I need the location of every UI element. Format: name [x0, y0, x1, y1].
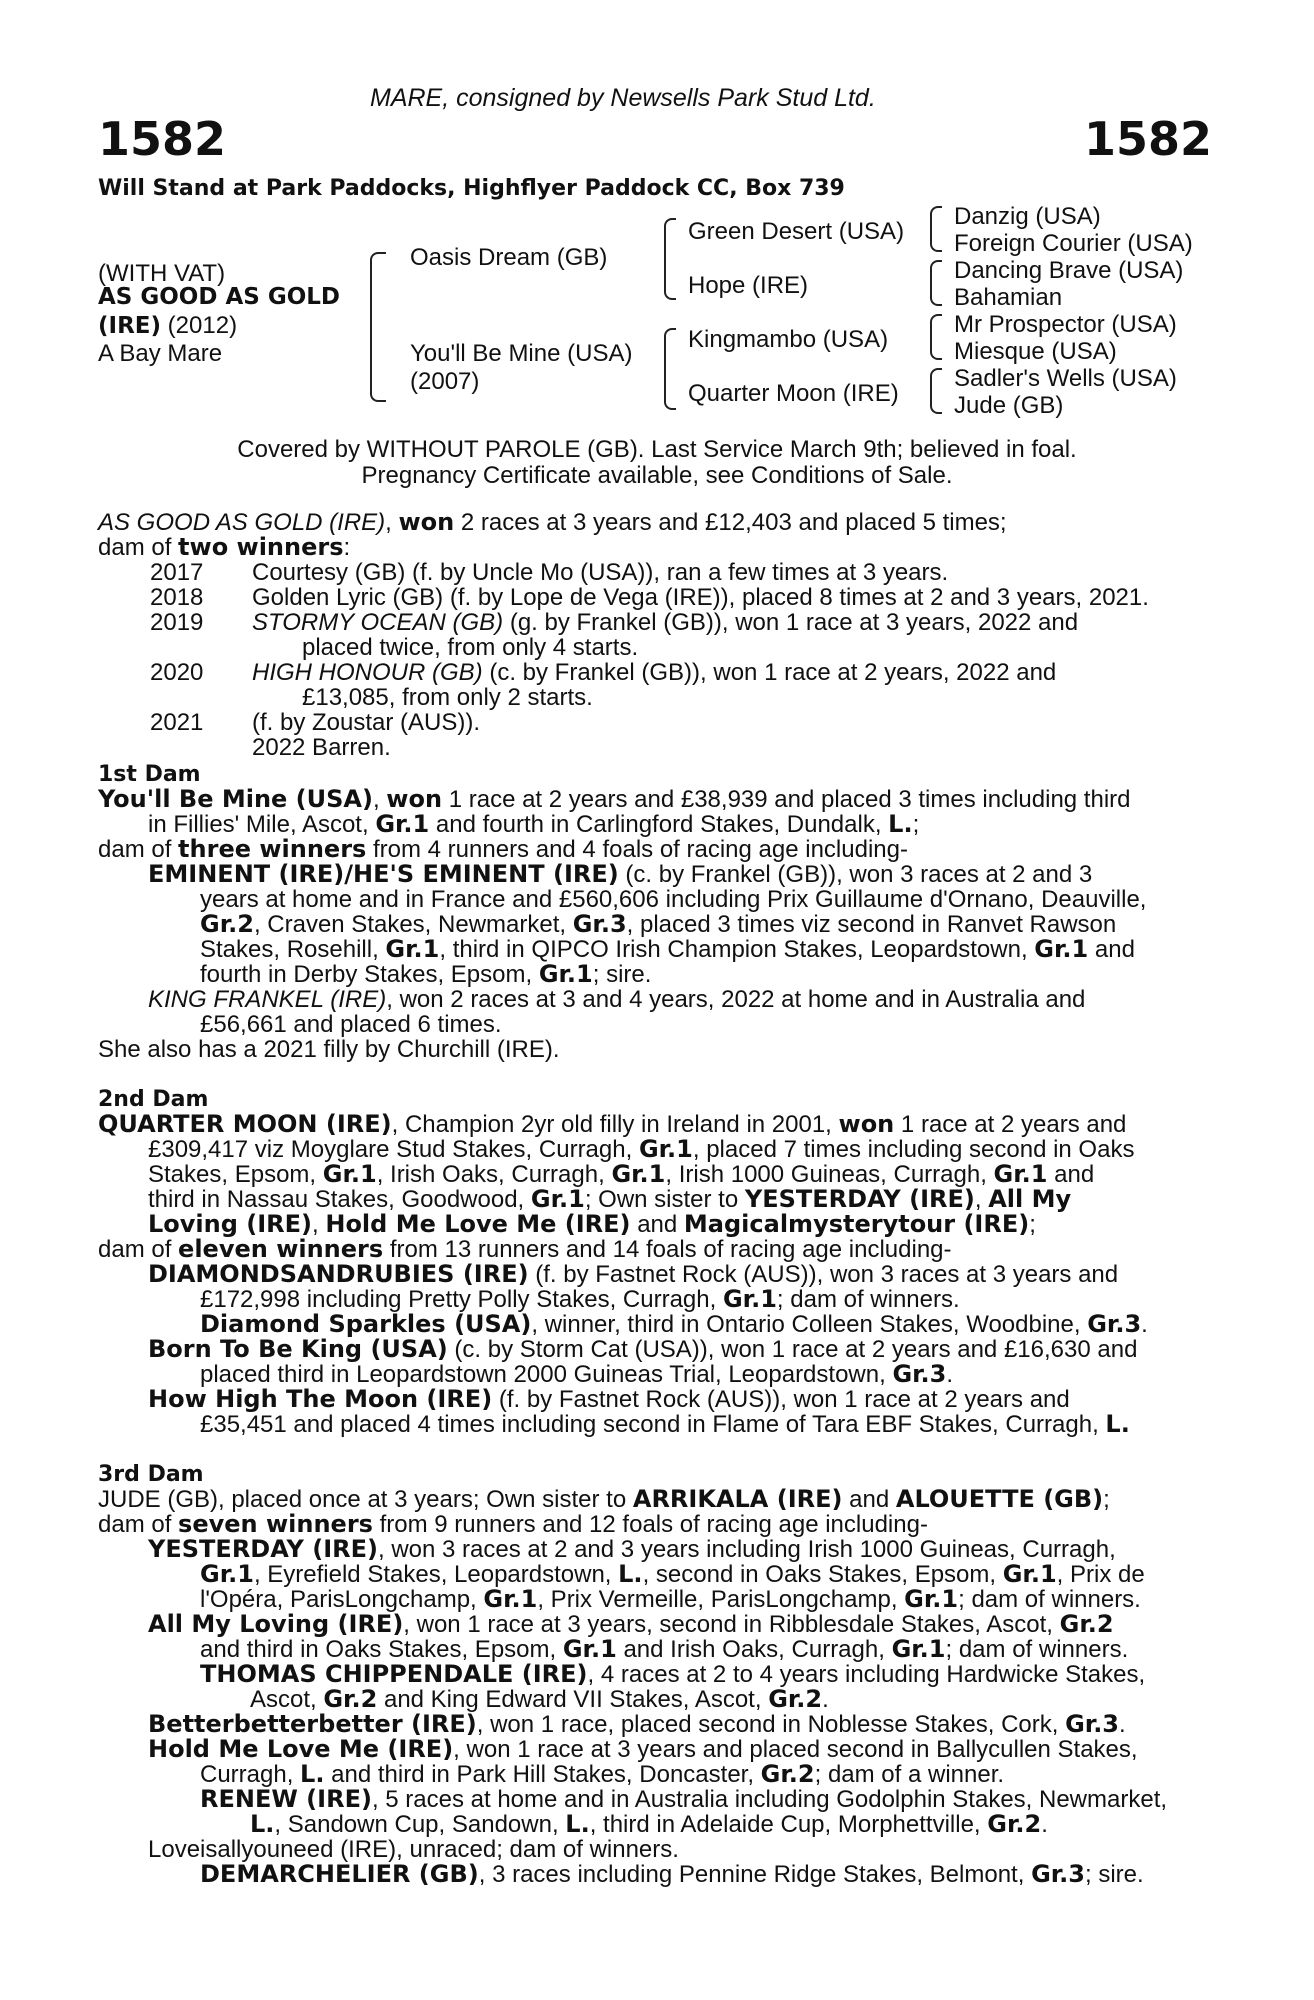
eminent-line5	[200, 962, 651, 988]
text: Stakes, Epsom,	[148, 1161, 323, 1188]
runner-name: Betterbetterbetter (IRE)	[148, 1710, 477, 1738]
grade: Gr.1	[891, 1635, 946, 1663]
produce-year: 2018	[150, 584, 204, 611]
sibling-name: Hold Me Love Me (IRE)	[325, 1210, 631, 1238]
hh-line2	[200, 1412, 1130, 1438]
text: (f. by Fastnet Rock (AUS)), won 3 races at 3 years and	[528, 1261, 1119, 1288]
renew-line2	[250, 1812, 1048, 1838]
text: and Irish Oaks, Curragh,	[616, 1636, 892, 1663]
runner-name: How High The Moon (IRE)	[148, 1385, 493, 1413]
grade: Gr.2	[987, 1810, 1042, 1838]
covered-line2: Pregnancy Certificate available, see Conditions of Sale.	[361, 462, 953, 489]
grade: Gr.2	[200, 910, 254, 938]
text: , won 3 races at 2 and 3 years including Irish 1000 Guineas, Curragh,	[377, 1536, 1116, 1563]
vat-note: (WITH VAT)	[98, 260, 226, 287]
third-dam-line1	[98, 1487, 1110, 1513]
pedigree-brace-sd	[930, 260, 942, 306]
text: .	[1141, 1311, 1148, 1338]
better-line	[148, 1712, 1126, 1738]
grade: Gr.1	[483, 1585, 538, 1613]
intro-line1: AS GOOD AS GOLD (IRE), won 2 races at 3 years and £12,403 and placed 5 times;	[98, 508, 1007, 536]
runner-name: RENEW (IRE)	[200, 1785, 372, 1813]
produce-cont: £13,085, from only 2 starts.	[302, 684, 593, 711]
text: and	[1088, 936, 1135, 963]
grade: Gr.1	[904, 1585, 959, 1613]
horse-suffix: (IRE)	[98, 313, 162, 339]
text: dam of	[98, 1236, 179, 1263]
grade: Gr.1	[530, 1185, 585, 1213]
pedigree-sire: Oasis Dream (GB)	[410, 244, 608, 271]
text: .	[1119, 1711, 1126, 1738]
first-dam-line1: You'll Be Mine (USA), won 1 race at 2 years and £38,939 and placed 3 times including third	[98, 785, 1131, 813]
text: , third in QIPCO Irish Champion Stakes, Leopardstown,	[439, 936, 1035, 963]
produce-detail: (c. by Frankel (GB)), won 1 race at 2 years, 2022 and	[482, 659, 1057, 686]
winners-count: three winners	[178, 835, 367, 863]
second-dam-heading: 2nd Dam	[98, 1087, 209, 1112]
pedigree-sss: Danzig (USA)	[954, 203, 1101, 230]
text: and	[630, 1211, 684, 1238]
pedigree-dss: Mr Prospector (USA)	[954, 311, 1177, 338]
intro-winners: two winners	[178, 533, 344, 561]
runner-name: Diamond Sparkles (USA)	[200, 1310, 532, 1338]
loveisall-line: Loveisallyouneed (IRE), unraced; dam of winners.	[148, 1836, 679, 1863]
sibling-name: YESTERDAY (IRE)	[744, 1185, 975, 1213]
grade: Gr.2	[768, 1685, 823, 1713]
eminent-line3	[200, 912, 1202, 938]
grade: Gr.1	[611, 1160, 666, 1188]
runner-name: DEMARCHELIER (GB)	[200, 1860, 479, 1888]
grade: Gr.2	[1059, 1610, 1114, 1638]
hh-line1	[148, 1387, 1202, 1413]
grade: Gr.1	[638, 1135, 693, 1163]
text: ; dam of winners.	[776, 1286, 960, 1313]
lot-number-right: 1582	[1084, 112, 1213, 166]
yesterday-line1	[148, 1537, 1202, 1563]
demarchelier-line	[200, 1862, 1144, 1888]
text: fourth in Derby Stakes, Epsom,	[200, 961, 539, 988]
text: ; sire.	[1085, 1861, 1144, 1888]
grade: Gr.1	[562, 1635, 617, 1663]
text: £309,417 viz Moyglare Stud Stakes, Curragh,	[148, 1136, 639, 1163]
second-dam-produce	[98, 1237, 952, 1263]
text: dam of	[98, 836, 179, 863]
pedigree-dsd: Miesque (USA)	[954, 338, 1117, 365]
runner-name: THOMAS CHIPPENDALE (IRE)	[200, 1660, 588, 1688]
covered-line1: Covered by WITHOUT PAROLE (GB). Last Service March 9th; believed in foal.	[237, 436, 1077, 463]
pedigree-ss: Green Desert (USA)	[688, 218, 905, 245]
grade: Gr.1	[375, 810, 430, 838]
text: ; sire.	[592, 961, 652, 988]
produce-cont: 2022 Barren.	[252, 734, 391, 761]
text: from 4 runners and 4 foals of racing age including-	[366, 836, 908, 863]
grade: Gr.3	[1031, 1860, 1085, 1888]
produce-year: 2020	[150, 659, 204, 686]
second-dam-line2	[148, 1137, 1202, 1163]
pedigree-brace-ds	[930, 314, 942, 360]
text: and King Edward VII Stakes, Ascot,	[377, 1686, 769, 1713]
sibling-name: All My	[988, 1185, 1072, 1213]
text: , won 1 race at 3 years, second in Ribblesdale Stakes, Ascot,	[403, 1611, 1060, 1638]
first-dam-record: 1 race at 2 years and £38,939 and placed 3 times including third	[442, 786, 1131, 813]
grade: Gr.3	[892, 1360, 947, 1388]
listed: L.	[565, 1810, 590, 1838]
produce-text	[252, 660, 1202, 686]
text: .	[822, 1686, 829, 1713]
grade: Gr.3	[1065, 1710, 1120, 1738]
text: Ascot,	[250, 1686, 324, 1713]
bk-line1	[148, 1337, 1202, 1363]
grade: Gr.1	[200, 1560, 254, 1588]
pedigree-brace-ss	[930, 206, 942, 252]
text: ; dam of winners.	[958, 1586, 1141, 1613]
text: Curragh,	[200, 1761, 301, 1788]
text: years at home and in France and £560,606 including Prix Guillaume d'Ornano, Deauville,	[200, 886, 1147, 913]
chippendale-line2	[250, 1687, 829, 1713]
grade: Gr.1	[322, 1160, 377, 1188]
produce-name: STORMY OCEAN (GB)	[252, 609, 504, 636]
won-label: won	[838, 1110, 895, 1138]
text: and	[1047, 1161, 1095, 1188]
pedigree-dd: Quarter Moon (IRE)	[688, 380, 899, 407]
intro-record: 2 races at 3 years and £12,403 and placed 5 times;	[454, 509, 1007, 536]
sibling-name: Loving (IRE)	[148, 1210, 313, 1238]
consignor: MARE, consigned by Newsells Park Stud Ltd.	[370, 84, 876, 112]
listed: L.	[300, 1760, 325, 1788]
lot-number-left: 1582	[98, 112, 227, 166]
text: , Sandown Cup, Sandown,	[274, 1811, 566, 1838]
second-dam-line1	[98, 1112, 1202, 1138]
pedigree-brace-main	[370, 252, 386, 402]
second-dam-name: QUARTER MOON (IRE)	[98, 1110, 392, 1138]
grade: Gr.3	[572, 910, 627, 938]
text: and third in Park Hill Stakes, Doncaster,	[324, 1761, 761, 1788]
pedigree-sds: Dancing Brave (USA)	[954, 257, 1184, 284]
holdme-line1	[148, 1737, 1202, 1763]
pedigree-ssd: Foreign Courier (USA)	[954, 230, 1193, 257]
text: ; Own sister to	[584, 1186, 745, 1213]
grade: Gr.1	[538, 960, 593, 988]
eminent-line1	[148, 862, 1202, 888]
runner-name: YESTERDAY (IRE)	[148, 1535, 378, 1563]
grade: Gr.1	[722, 1285, 777, 1313]
sibling-name: Magicalmysterytour (IRE)	[683, 1210, 1030, 1238]
pedigree-brace-dd	[930, 368, 942, 414]
won-label: won	[398, 508, 455, 536]
text: , second in Oaks Stakes, Epsom,	[642, 1561, 1003, 1588]
listed: L.	[888, 810, 913, 838]
winners-count: seven winners	[178, 1510, 373, 1538]
pedigree-sdd: Bahamian	[954, 284, 1063, 311]
text: and third in Oaks Stakes, Epsom,	[200, 1636, 563, 1663]
won-label: won	[386, 785, 443, 813]
renew-line1	[200, 1787, 1202, 1813]
intro-line2	[98, 535, 350, 561]
pedigree-dam: You'll Be Mine (USA)	[410, 340, 633, 367]
text: in Fillies' Mile, Ascot,	[148, 811, 376, 838]
pedigree-ddd: Jude (GB)	[954, 392, 1064, 419]
text: , placed 3 times viz second in Ranvet Rawson	[626, 911, 1117, 938]
text: ;	[912, 811, 920, 838]
eminent-line4	[200, 937, 1202, 963]
produce-text: (f. by Zoustar (AUS)).	[252, 709, 481, 736]
stand-location: Will Stand at Park Paddocks, Highflyer Paddock CC, Box 739	[98, 176, 845, 201]
horse-description: A Bay Mare	[98, 340, 223, 367]
horse-name-line2	[98, 312, 237, 340]
runner-name: Born To Be King (USA)	[148, 1335, 448, 1363]
first-dam-heading: 1st Dam	[98, 762, 201, 787]
text: (f. by Fastnet Rock (AUS)), won 1 race at 2 years and	[492, 1386, 1070, 1413]
second-dam-line3	[148, 1162, 1202, 1188]
grade: Gr.2	[323, 1685, 378, 1713]
text: , won 1 race, placed second in Noblesse Stakes, Cork,	[476, 1711, 1066, 1738]
yesterday-line2	[200, 1562, 1202, 1588]
horse-name: AS GOOD AS GOLD	[98, 284, 341, 310]
grade: Gr.1	[1002, 1560, 1057, 1588]
text: ; dam of a winner.	[814, 1761, 1005, 1788]
listed: L.	[618, 1560, 643, 1588]
allmyloving-line2	[200, 1637, 1128, 1663]
mare-name: AS GOOD AS GOLD (IRE)	[98, 509, 386, 536]
produce-year: 2019	[150, 609, 204, 636]
text: , Eyrefield Stakes, Leopardstown,	[253, 1561, 619, 1588]
runner-name: KING FRANKEL (IRE)	[148, 986, 387, 1013]
eminent-line2	[200, 887, 1202, 913]
text: dam of	[98, 1511, 179, 1538]
produce-text: Courtesy (GB) (f. by Uncle Mo (USA)), ran a few times at 3 years.	[252, 559, 949, 586]
intro-colon: :	[343, 534, 351, 561]
produce-cont: placed twice, from only 4 starts.	[302, 634, 639, 661]
listed: L.	[1105, 1410, 1130, 1438]
text: , 3 races including Pennine Ridge Stakes, Belmont,	[478, 1861, 1032, 1888]
first-dam-produce	[98, 837, 908, 863]
horse-year: (2012)	[161, 312, 238, 339]
text: £35,451 and placed 4 times including second in Flame of Tara EBF Stakes, Curragh,	[200, 1411, 1106, 1438]
king-frankel-line1	[148, 987, 1202, 1013]
text: from 13 runners and 14 foals of racing age including-	[383, 1236, 952, 1263]
bk-line2	[200, 1362, 953, 1388]
text: , Champion 2yr old filly in Ireland in 2001,	[391, 1111, 839, 1138]
allmyloving-line1	[148, 1612, 1202, 1638]
runner-name: EMINENT (IRE)/HE'S EMINENT (IRE)	[148, 860, 619, 888]
text: (c. by Frankel (GB)), won 3 races at 2 and 3	[618, 861, 1093, 888]
text: , winner, third in Ontario Colleen Stakes, Woodbine,	[531, 1311, 1088, 1338]
king-frankel-line2: £56,661 and placed 6 times.	[200, 1011, 502, 1038]
pedigree-brace-sire	[664, 218, 676, 300]
pedigree-dds: Sadler's Wells (USA)	[954, 365, 1177, 392]
text: , Craven Stakes, Newmarket,	[253, 911, 573, 938]
first-dam-name: You'll Be Mine (USA)	[98, 785, 373, 813]
grade: Gr.3	[1087, 1310, 1142, 1338]
produce-name: HIGH HONOUR (GB)	[252, 659, 483, 686]
text: l'Opéra, ParisLongchamp,	[200, 1586, 484, 1613]
grade: Gr.1	[1034, 935, 1089, 963]
pedigree-brace-dam	[664, 328, 676, 410]
yesterday-line3	[200, 1587, 1141, 1613]
produce-text: Golden Lyric (GB) (f. by Lope de Vega (IRE)), placed 8 times at 2 and 3 years, 2021.	[252, 584, 1149, 611]
text: .	[1041, 1811, 1048, 1838]
holdme-line2	[200, 1762, 1004, 1788]
chippendale-line1	[200, 1662, 1202, 1688]
text: , placed 7 times including second in Oaks	[692, 1136, 1135, 1163]
text: and	[842, 1486, 896, 1513]
dr-line1	[148, 1262, 1202, 1288]
runner-name: DIAMONDSANDRUBIES (IRE)	[148, 1260, 529, 1288]
produce-text	[252, 610, 1202, 636]
ds-line	[200, 1312, 1148, 1338]
pedigree-ds: Kingmambo (USA)	[688, 326, 889, 353]
text: (c. by Storm Cat (USA)), won 1 race at 2 years and £16,630 and	[447, 1336, 1138, 1363]
pedigree-dam-year: (2007)	[410, 368, 480, 395]
dr-line2	[200, 1287, 960, 1313]
text: , third in Adelaide Cup, Morphettville,	[589, 1811, 988, 1838]
sibling-name: ARRIKALA (IRE)	[632, 1485, 843, 1513]
produce-detail: (g. by Frankel (GB)), won 1 race at 3 years, 2022 and	[503, 609, 1079, 636]
text: ;	[1103, 1486, 1110, 1513]
third-dam-produce	[98, 1512, 928, 1538]
second-dam-line4	[148, 1187, 1202, 1213]
text: , Prix de	[1056, 1561, 1145, 1588]
grade: Gr.1	[385, 935, 440, 963]
pedigree-sd: Hope (IRE)	[688, 272, 809, 299]
text: from 9 runners and 12 foals of racing age including-	[372, 1511, 928, 1538]
text: , won 1 race at 3 years and placed second in Ballycullen Stakes,	[453, 1736, 1138, 1763]
text: , 5 races at home and in Australia including Godolphin Stakes, Newmarket,	[371, 1786, 1168, 1813]
first-dam-line2	[148, 812, 919, 838]
text: and fourth in Carlingford Stakes, Dundalk,	[429, 811, 889, 838]
text: Stakes, Rosehill,	[200, 936, 386, 963]
sibling-name: ALOUETTE (GB)	[895, 1485, 1104, 1513]
listed: L.	[250, 1810, 275, 1838]
runner-name: All My Loving (IRE)	[148, 1610, 404, 1638]
text: , Prix Vermeille, ParisLongchamp,	[537, 1586, 905, 1613]
third-dam-heading: 3rd Dam	[98, 1462, 204, 1487]
text: £172,998 including Pretty Polly Stakes, Curragh,	[200, 1286, 723, 1313]
produce-year: 2017	[150, 559, 204, 586]
second-dam-line5	[148, 1212, 1036, 1238]
text: placed third in Leopardstown 2000 Guineas Trial, Leopardstown,	[200, 1361, 893, 1388]
text: third in Nassau Stakes, Goodwood,	[148, 1186, 531, 1213]
text: ;	[1029, 1211, 1036, 1238]
runner-name: Hold Me Love Me (IRE)	[148, 1735, 454, 1763]
text: , Irish 1000 Guineas, Curragh,	[665, 1161, 994, 1188]
text: JUDE (GB), placed once at 3 years; Own sister to	[98, 1486, 633, 1513]
text: , 4 races at 2 to 4 years including Hardwicke Stakes,	[587, 1661, 1146, 1688]
text: 1 race at 2 years and	[894, 1111, 1127, 1138]
text: .	[946, 1361, 954, 1388]
text: ,	[312, 1211, 326, 1238]
text: , won 2 races at 3 and 4 years, 2022 at home and in Australia and	[386, 986, 1086, 1013]
first-dam-also: She also has a 2021 filly by Churchill (IRE).	[98, 1036, 560, 1063]
text: ,	[974, 1186, 989, 1213]
grade: Gr.1	[993, 1160, 1048, 1188]
produce-year: 2021	[150, 709, 204, 736]
winners-count: eleven winners	[178, 1235, 384, 1263]
text: ; dam of winners.	[945, 1636, 1129, 1663]
grade: Gr.2	[760, 1760, 815, 1788]
intro-dam-of: dam of	[98, 534, 179, 561]
text: , Irish Oaks, Curragh,	[376, 1161, 612, 1188]
